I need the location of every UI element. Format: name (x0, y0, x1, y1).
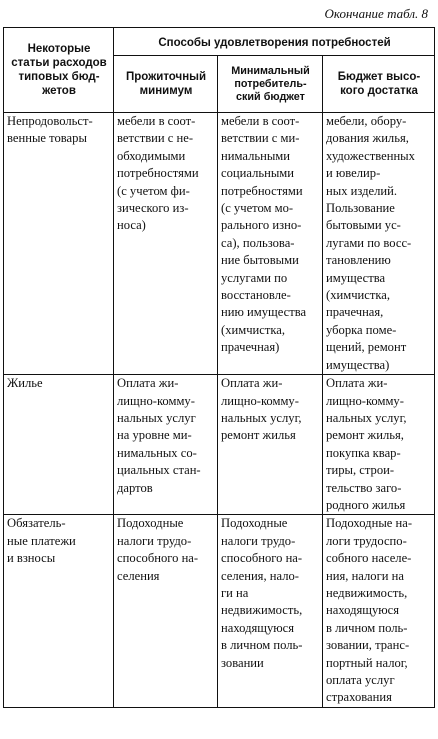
cell-minimal (218, 113, 323, 375)
cell-line: восстановле- (221, 288, 291, 303)
cell-line: собного населе- (326, 551, 412, 566)
cell-line: способного на- (221, 551, 303, 566)
cell-line: в личном поль- (326, 620, 408, 635)
cell-line: Пользование (326, 201, 395, 216)
cell-line: селения (117, 568, 160, 583)
row-category (4, 113, 114, 375)
cell-line: нимальных со- (117, 445, 197, 460)
cell-line: ние бытовыми (221, 253, 299, 268)
cell-subsistence (114, 375, 218, 515)
cell-line: лищно-комму- (326, 393, 404, 408)
cell-line: Оплата жи- (326, 376, 388, 391)
cell-line: нальных услуг (117, 410, 196, 425)
cell-line: прачечная, (326, 305, 384, 320)
header-col-subsistence: Прожиточный минимум (114, 56, 218, 113)
header-group-title: Способы удовлетворения потребностей (114, 28, 435, 56)
cell-line: Жилье (7, 376, 43, 391)
cell-line: (с учетом мо- (221, 201, 294, 216)
cell-line: имущества (326, 270, 386, 285)
cell-line: (с учетом фи- (117, 183, 190, 198)
cell-line: тельство заго- (326, 480, 402, 495)
row-category (4, 375, 114, 515)
cell-line: обходимыми (117, 148, 186, 163)
cell-line: Обязатель- (7, 516, 66, 531)
cell-line: венные товары (7, 131, 87, 146)
cell-line: Непродовольст- (7, 114, 93, 128)
cell-line: потребностями (117, 166, 199, 181)
cell-line: мебели, обору- (326, 114, 407, 128)
cell-line: нимальными (221, 148, 291, 163)
header-col-high: Бюджет высо- кого достатка (323, 56, 435, 113)
cell-line: зовании, транс- (326, 638, 410, 653)
cell-line: родного жилья (326, 497, 406, 512)
table-caption: Окончание табл. 8 (324, 6, 428, 21)
cell-line: Оплата жи- (117, 376, 179, 391)
cell-line: налоги трудо- (221, 533, 296, 548)
cell-line: селения, нало- (221, 568, 299, 583)
cell-line: зического из- (117, 201, 189, 216)
cell-line: лищно-комму- (221, 393, 299, 408)
cell-line: недвижимость, (221, 603, 303, 618)
cell-line: оплата услуг (326, 673, 395, 687)
cell-line: ги на (221, 585, 249, 600)
cell-line: зовании (221, 655, 264, 670)
table-row (4, 113, 435, 375)
cell-line: портный налог, (326, 655, 408, 670)
cell-high (323, 515, 435, 707)
cell-line: прачечная) (221, 340, 280, 355)
cell-line: и взносы (7, 551, 56, 566)
cell-line: уборка поме- (326, 322, 397, 337)
cell-minimal (218, 375, 323, 515)
table-row (4, 515, 435, 707)
cell-line: услугами по (221, 270, 288, 285)
cell-line: покупка квар- (326, 445, 401, 460)
cell-line: лищно-комму- (117, 393, 195, 408)
cell-line: Подоходные (221, 516, 288, 531)
cell-line: ветствии с не- (117, 131, 194, 146)
cell-line: имущества) (326, 357, 390, 372)
cell-line: логи трудоспо- (326, 533, 407, 548)
cell-line: (химчистка, (221, 322, 286, 337)
cell-line: Подоходные (117, 516, 184, 531)
cell-line: художественных (326, 148, 415, 163)
cell-line: находящуюся (221, 620, 295, 635)
cell-line: страхования (326, 690, 392, 705)
cell-line: лугами по восс- (326, 235, 412, 250)
header-row-main (4, 28, 435, 56)
cell-line: ремонт жилья, (326, 428, 404, 443)
cell-line: дартов (117, 480, 153, 495)
header-col-minimal: Минимальный потребитель- ский бюджет (218, 56, 323, 113)
header-category: Некоторые статьи расходов типовых бюд- жетов (4, 28, 114, 113)
cell-line: носа) (117, 218, 146, 233)
cell-line: мебели в соот- (117, 114, 196, 128)
cell-line: са), пользова- (221, 235, 295, 250)
cell-subsistence (114, 113, 218, 375)
cell-line: нальных услуг, (326, 410, 407, 425)
row-category (4, 515, 114, 707)
cell-line: дования жилья, (326, 131, 409, 146)
cell-line: бытовыми ус- (326, 218, 401, 233)
cell-line: способного на- (117, 551, 199, 566)
cell-line: и ювелир- (326, 166, 381, 181)
cell-line: тановлению (326, 253, 391, 268)
cell-subsistence (114, 515, 218, 707)
cell-line: потребностями (221, 183, 303, 198)
cell-line: Подоходные на- (326, 516, 413, 531)
cell-line: ные платежи (7, 533, 76, 548)
cell-line: на уровне ми- (117, 428, 192, 443)
cell-minimal (218, 515, 323, 707)
cell-line: рального изно- (221, 218, 302, 233)
cell-line: тиры, строи- (326, 463, 395, 478)
cell-high (323, 113, 435, 375)
cell-line: в личном поль- (221, 638, 303, 653)
cell-line: мебели в соот- (221, 114, 300, 128)
cell-line: социальными (221, 166, 295, 181)
cell-line: находящуюся (326, 603, 400, 618)
cell-line: щений, ремонт (326, 340, 407, 355)
cell-line: ных изделий. (326, 183, 398, 198)
cell-line: Оплата жи- (221, 376, 283, 391)
cell-line: ремонт жилья (221, 428, 296, 443)
cell-high (323, 375, 435, 515)
cell-line: циальных стан- (117, 463, 201, 478)
cell-line: нальных услуг, (221, 410, 302, 425)
budget-table (3, 27, 435, 708)
table-row (4, 375, 435, 515)
cell-line: нию имущества (221, 305, 307, 320)
cell-line: налоги трудо- (117, 533, 192, 548)
cell-line: недвижимость, (326, 585, 408, 600)
cell-line: ветствии с ми- (221, 131, 300, 146)
cell-line: ния, налоги на (326, 568, 404, 583)
cell-line: (химчистка, (326, 288, 391, 303)
